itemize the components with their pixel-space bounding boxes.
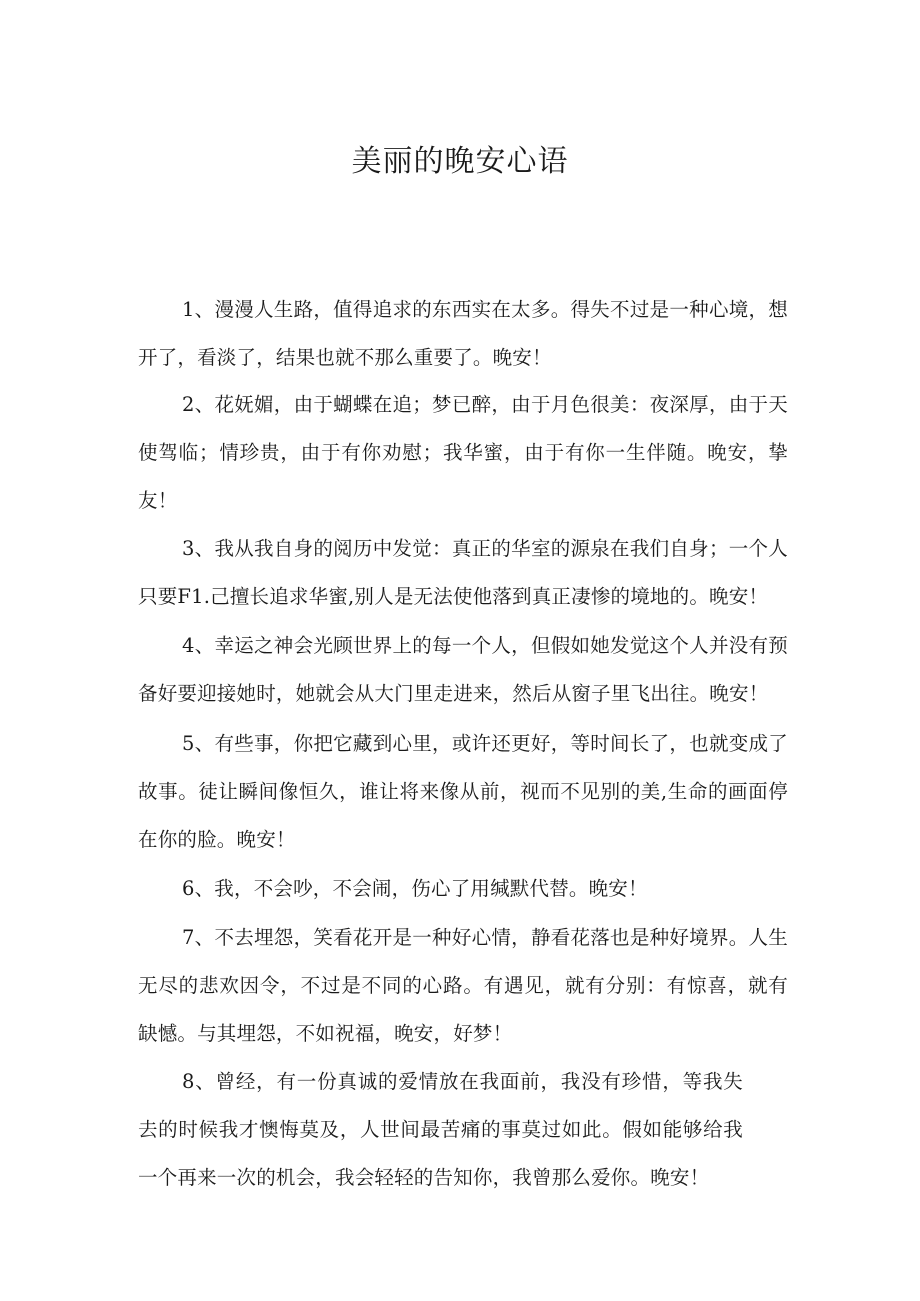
paragraph-6: 6、我，不会吵，不会闹，伤心了用缄默代替。晚安！ — [182, 876, 648, 900]
document-title: 美丽的晚安心语 — [351, 144, 569, 179]
paragraph-3: 3、我从我自身的阅历中发觉：真正的华室的源泉在我们自身；一个人只要F1.己擅长追求华蜜,别人是无法使他落到真正凄惨的境地的。晚安！ — [138, 536, 788, 608]
paragraph-4: 4、幸运之神会光顾世界上的每一个人，但假如她发觉这个人并没有预备好要迎接她时，她就会从大门里走进来，然后从窗子里飞出往。晚安！ — [138, 633, 788, 705]
paragraph-5: 5、有些事，你把它藏到心里，或许还更好，等时间长了，也就变成了故事。徒让瞬间像恒久，谁让将来像从前，视而不见别的美,生命的画面停在你的脸。晚安！ — [138, 731, 788, 851]
paragraph-7: 7、不去埋怨，笑看花开是一种好心情，静看花落也是种好境界。人生无尽的悲欢因令，不过是不同的心路。有遇见，就有分别：有惊喜，就有缺憾。与其埋怨，不如祝福，晚安，好梦！ — [138, 925, 788, 1045]
paragraph-1: 1、漫漫人生路，值得追求的东西实在太多。得失不过是一种心境，想开了，看淡了，结果也就不那么重要了。晚安！ — [138, 297, 788, 369]
paragraph-8: 8、曾经，有一份真诚的爱情放在我面前，我没有珍惜，等我失去的时候我才懊悔莫及，人世间最苦痛的事莫过如此。假如能够给我一个再来一次的机会，我会轻轻的告知你，我曾那么爱你。晚安！ — [138, 1069, 743, 1189]
paragraph-2: 2、花妩媚，由于蝴蝶在追；梦已醉，由于月色很美：夜深厚，由于天使驾临；情珍贵，由于有你劝慰；我华蜜，由于有你一生伴随。晚安，挚友！ — [138, 392, 788, 512]
